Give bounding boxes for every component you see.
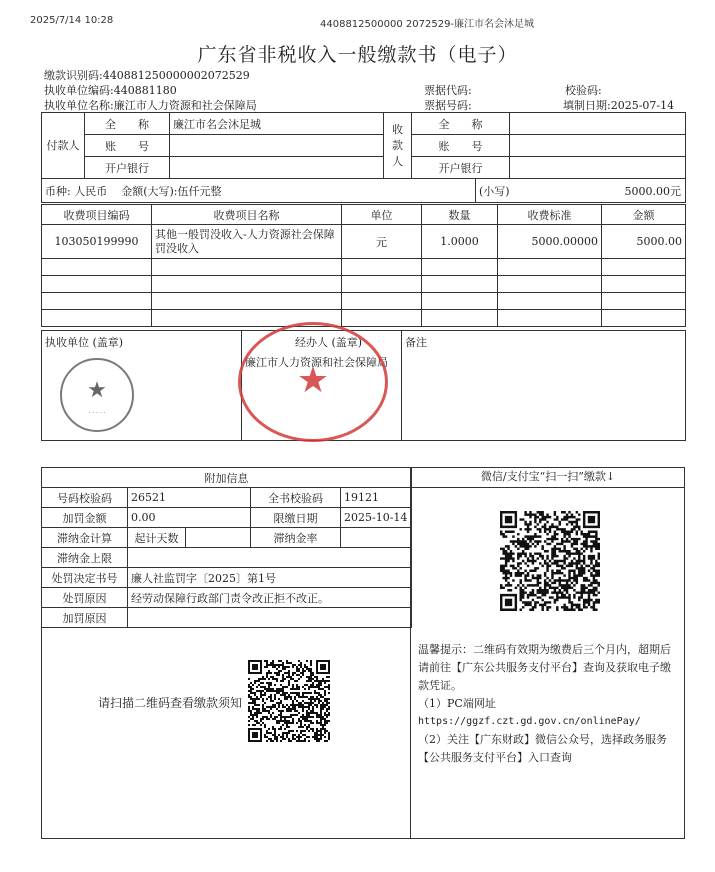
scan-notice: 请扫描二维码查看缴款须知 — [98, 696, 243, 710]
remark-label: 备注 — [402, 331, 686, 441]
payee-full-name-label: 全 称 — [412, 113, 510, 135]
pay-tips — [418, 641, 680, 767]
seal-text-decoration: · · · · · — [88, 410, 106, 417]
header-amount: 金额 — [602, 205, 686, 225]
amount-lower-label: (小写) — [479, 184, 510, 198]
payer-full-name-label: 全 称 — [85, 113, 170, 135]
bill-no-line — [424, 97, 472, 113]
items-table — [41, 204, 686, 327]
item-unit: 元 — [342, 225, 422, 259]
item-code: 103050199990 — [42, 225, 152, 259]
deadline-label: 限缴日期 — [251, 508, 341, 528]
handler-label: 经办人 (盖章) — [295, 336, 363, 349]
payer-bank-label: 开户银行 — [85, 157, 170, 179]
full-check-label: 全书校验码 — [251, 488, 341, 508]
stamp-star-icon: ★ — [296, 360, 330, 401]
late-cap-value — [128, 548, 412, 568]
tip-4: （2）关注【广东财政】微信公众号，选择政务服务【公共服务支付平台】入口查询 — [418, 733, 667, 764]
table-row — [42, 293, 686, 310]
fill-date-line — [563, 97, 674, 113]
fill-date: 2025-07-14 — [610, 99, 675, 112]
payment-id-label: 缴款识别码: — [44, 69, 103, 82]
bill-code-line — [424, 82, 472, 98]
payment-qr-code-icon[interactable] — [500, 511, 600, 611]
deadline-value: 2025-10-14 — [341, 508, 412, 528]
full-check-value: 19121 — [341, 488, 412, 508]
reason-label: 处罚原因 — [42, 588, 128, 608]
amount-upper-label: 金额(大写): — [121, 184, 178, 198]
reason-value: 经劳动保障行政部门责令改正拒不改正。 — [128, 588, 412, 608]
item-standard: 5000.00000 — [498, 225, 602, 259]
add-reason-value — [128, 608, 412, 628]
start-days-value — [186, 528, 251, 548]
amount-lower-cell — [476, 179, 686, 203]
payee-account-label: 账 号 — [412, 135, 510, 157]
check-code-line — [565, 82, 602, 98]
bill-code-label: 票据代码: — [424, 84, 472, 97]
notice-qr-code-icon[interactable] — [248, 660, 330, 742]
check-code-label: 校验码: — [565, 84, 602, 97]
payee-side-label: 收款人 — [384, 113, 412, 179]
payee-bank — [510, 157, 686, 179]
unit-name-label: 执收单位名称: — [44, 99, 114, 112]
tip-2: （1）PC端网址 — [418, 697, 496, 710]
amount-upper: 伍仟元整 — [177, 184, 222, 198]
header-qty: 数量 — [422, 205, 498, 225]
page-title: 广东省非税收入一般缴款书（电子） — [197, 44, 518, 66]
add-amount-value: 0.00 — [128, 508, 251, 528]
table-row — [42, 276, 686, 293]
late-cap-label: 滞纳金上限 — [42, 548, 128, 568]
party-table — [41, 112, 686, 179]
decision-no-value: 廉人社监罚字〔2025〕第1号 — [128, 568, 412, 588]
payer-account-label: 账 号 — [85, 135, 170, 157]
tip-3-url[interactable]: https://ggzf.czt.gd.gov.cn/onlinePay/ — [418, 716, 641, 727]
pay-panel-title: 微信/支付宝“扫一扫”缴款↓ — [411, 467, 685, 488]
payee-bank-label: 开户银行 — [412, 157, 510, 179]
unit-code-line — [44, 82, 177, 98]
official-red-stamp — [238, 322, 388, 442]
payer-account — [170, 135, 384, 157]
add-reason-label: 加罚原因 — [42, 608, 128, 628]
document-reference: 4408812500000 2072529-廉江市名会沐足城 — [320, 19, 535, 30]
currency-amount-cell — [42, 179, 476, 203]
fill-date-label: 填制日期: — [563, 99, 611, 112]
payer-side-label: 付款人 — [42, 113, 85, 179]
add-amount-label: 加罚金额 — [42, 508, 128, 528]
header-code: 收费项目编码 — [42, 205, 152, 225]
handler-name: 廉江市人力资源和社会保障局 — [245, 356, 388, 369]
payment-id: 440881250000002072529 — [102, 69, 250, 82]
seal-star-icon: ★ — [87, 378, 107, 403]
currency: 币种: 人民币 — [45, 184, 108, 198]
header-standard: 收费标准 — [498, 205, 602, 225]
check-code-value: 26521 — [128, 488, 251, 508]
late-rate-value — [341, 528, 412, 548]
header-unit: 单位 — [342, 205, 422, 225]
currency-table — [41, 178, 686, 203]
table-row — [42, 310, 686, 327]
header-name: 收费项目名称 — [152, 205, 342, 225]
check-code-label: 号码校验码 — [42, 488, 128, 508]
decision-no-label: 处罚决定书号 — [42, 568, 128, 588]
extra-info-table — [41, 467, 412, 628]
table-row — [42, 225, 686, 259]
table-row — [42, 259, 686, 276]
payer-bank — [170, 157, 384, 179]
late-rate-label: 滞纳金率 — [251, 528, 341, 548]
unit-name: 廉江市人力资源和社会保障局 — [113, 99, 257, 112]
start-days-label: 起计天数 — [128, 528, 186, 548]
unit-seal-stamp — [60, 358, 134, 432]
unit-name-line — [44, 97, 257, 113]
unit-code-label: 执收单位编码: — [44, 84, 114, 97]
late-calc-label: 滞纳金计算 — [42, 528, 128, 548]
payee-account — [510, 135, 686, 157]
payment-id-line — [44, 67, 250, 83]
payer-full-name: 廉江市名会沐足城 — [170, 113, 384, 135]
item-amount: 5000.00 — [602, 225, 686, 259]
unit-code: 440881180 — [113, 84, 177, 97]
item-qty: 1.0000 — [422, 225, 498, 259]
bill-no-label: 票据号码: — [424, 99, 472, 112]
print-datetime: 2025/7/14 10:28 — [30, 15, 114, 26]
payee-full-name — [510, 113, 686, 135]
unit-seal-label: 执收单位 (盖章) — [42, 331, 242, 441]
amount-lower: 5000.00元 — [624, 184, 681, 198]
extra-title: 附加信息 — [42, 468, 412, 488]
item-name: 其他一般罚没收入-人力资源社会保障罚没收入 — [152, 225, 342, 259]
tip-1: 温馨提示：二维码有效期为缴费后三个月内，超期后请前往【广东公共服务支付平台】查询及获取电子缴款凭证。 — [418, 643, 671, 692]
